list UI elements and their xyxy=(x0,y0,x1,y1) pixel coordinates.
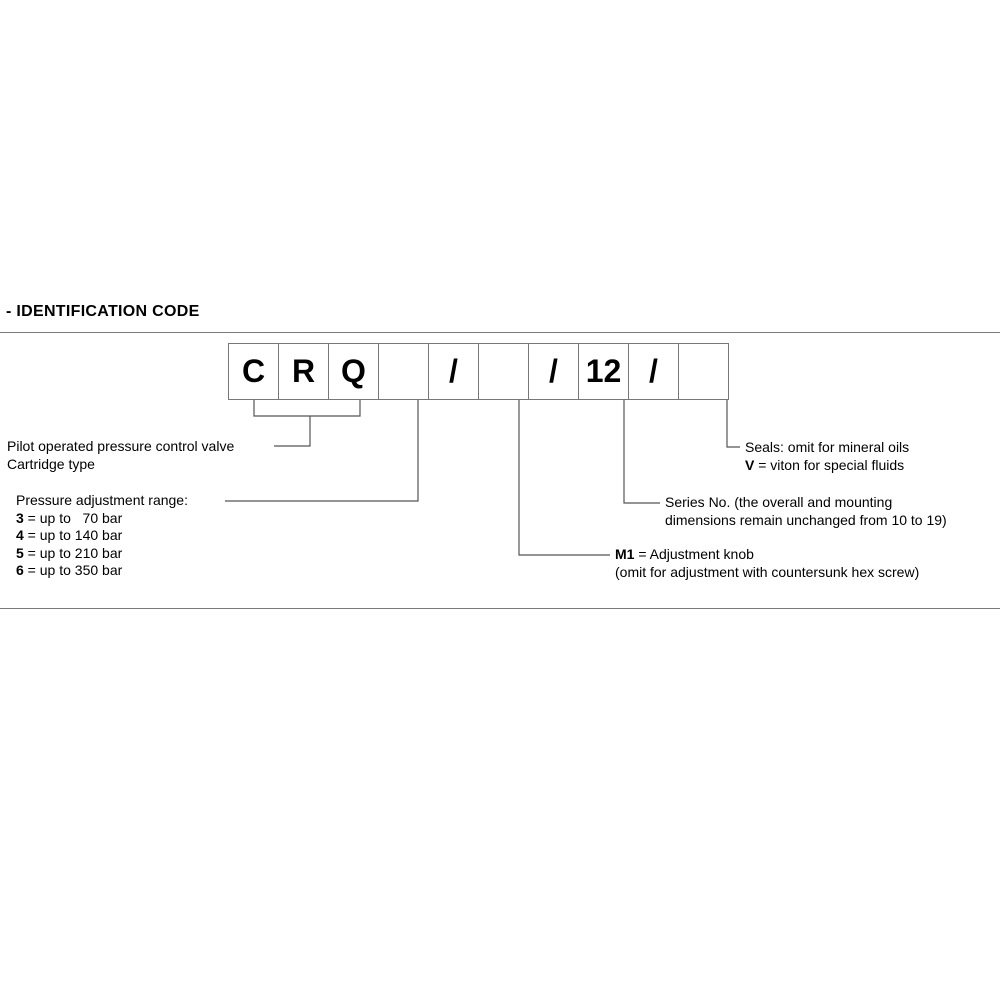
knob-connector xyxy=(519,400,610,555)
code-box-1: C xyxy=(228,343,279,400)
pressure-code: 4 xyxy=(16,527,24,543)
pressure-text: = up to 140 bar xyxy=(23,527,123,543)
pressure-code: 6 xyxy=(16,562,24,578)
knob-label xyxy=(615,546,919,581)
valve-label-line1: Pilot operated pressure control valve xyxy=(7,438,235,454)
series-label xyxy=(665,494,947,529)
seals-line1: Seals: omit for mineral oils xyxy=(745,439,910,455)
seals-code: V xyxy=(745,456,755,473)
code-box-3: Q xyxy=(328,343,379,400)
seals-connector xyxy=(727,400,740,447)
pressure-option xyxy=(16,562,188,580)
pressure-text: = up to 210 bar xyxy=(23,544,123,561)
pressure-text: = up to 350 bar xyxy=(23,562,123,578)
knob-note: (omit for adjustment with countersunk hex screw) xyxy=(615,563,920,580)
seals-label xyxy=(745,439,909,474)
code-box-2: R xyxy=(278,343,329,400)
series-line1: Series No. (the overall and mounting xyxy=(665,494,893,510)
pressure-option xyxy=(16,510,188,528)
valve-label xyxy=(7,438,234,473)
knob-text: = Adjustment knob xyxy=(634,546,754,562)
section-title: - IDENTIFICATION CODE xyxy=(6,303,200,320)
code-box-7: / xyxy=(528,343,579,400)
valve-connector xyxy=(274,416,310,446)
series-connector xyxy=(624,400,660,503)
knob-code: M1 xyxy=(615,546,635,562)
code-box-8: 12 xyxy=(578,343,629,400)
pressure-code: 5 xyxy=(16,544,24,561)
code-box-9: / xyxy=(628,343,679,400)
code-box-5: / xyxy=(428,343,479,400)
pressure-label xyxy=(16,492,188,580)
pressure-heading: Pressure adjustment range: xyxy=(16,492,188,508)
pressure-option xyxy=(16,545,188,563)
pressure-text: = up to 70 bar xyxy=(23,509,123,526)
valve-label-line2: Cartridge type xyxy=(7,455,95,472)
crq-bracket xyxy=(254,400,360,416)
seals-text: = viton for special fluids xyxy=(754,456,905,473)
series-line2: dimensions remain unchanged from 10 to 19) xyxy=(665,511,947,528)
pressure-option xyxy=(16,527,188,545)
pressure-code: 3 xyxy=(16,509,24,526)
